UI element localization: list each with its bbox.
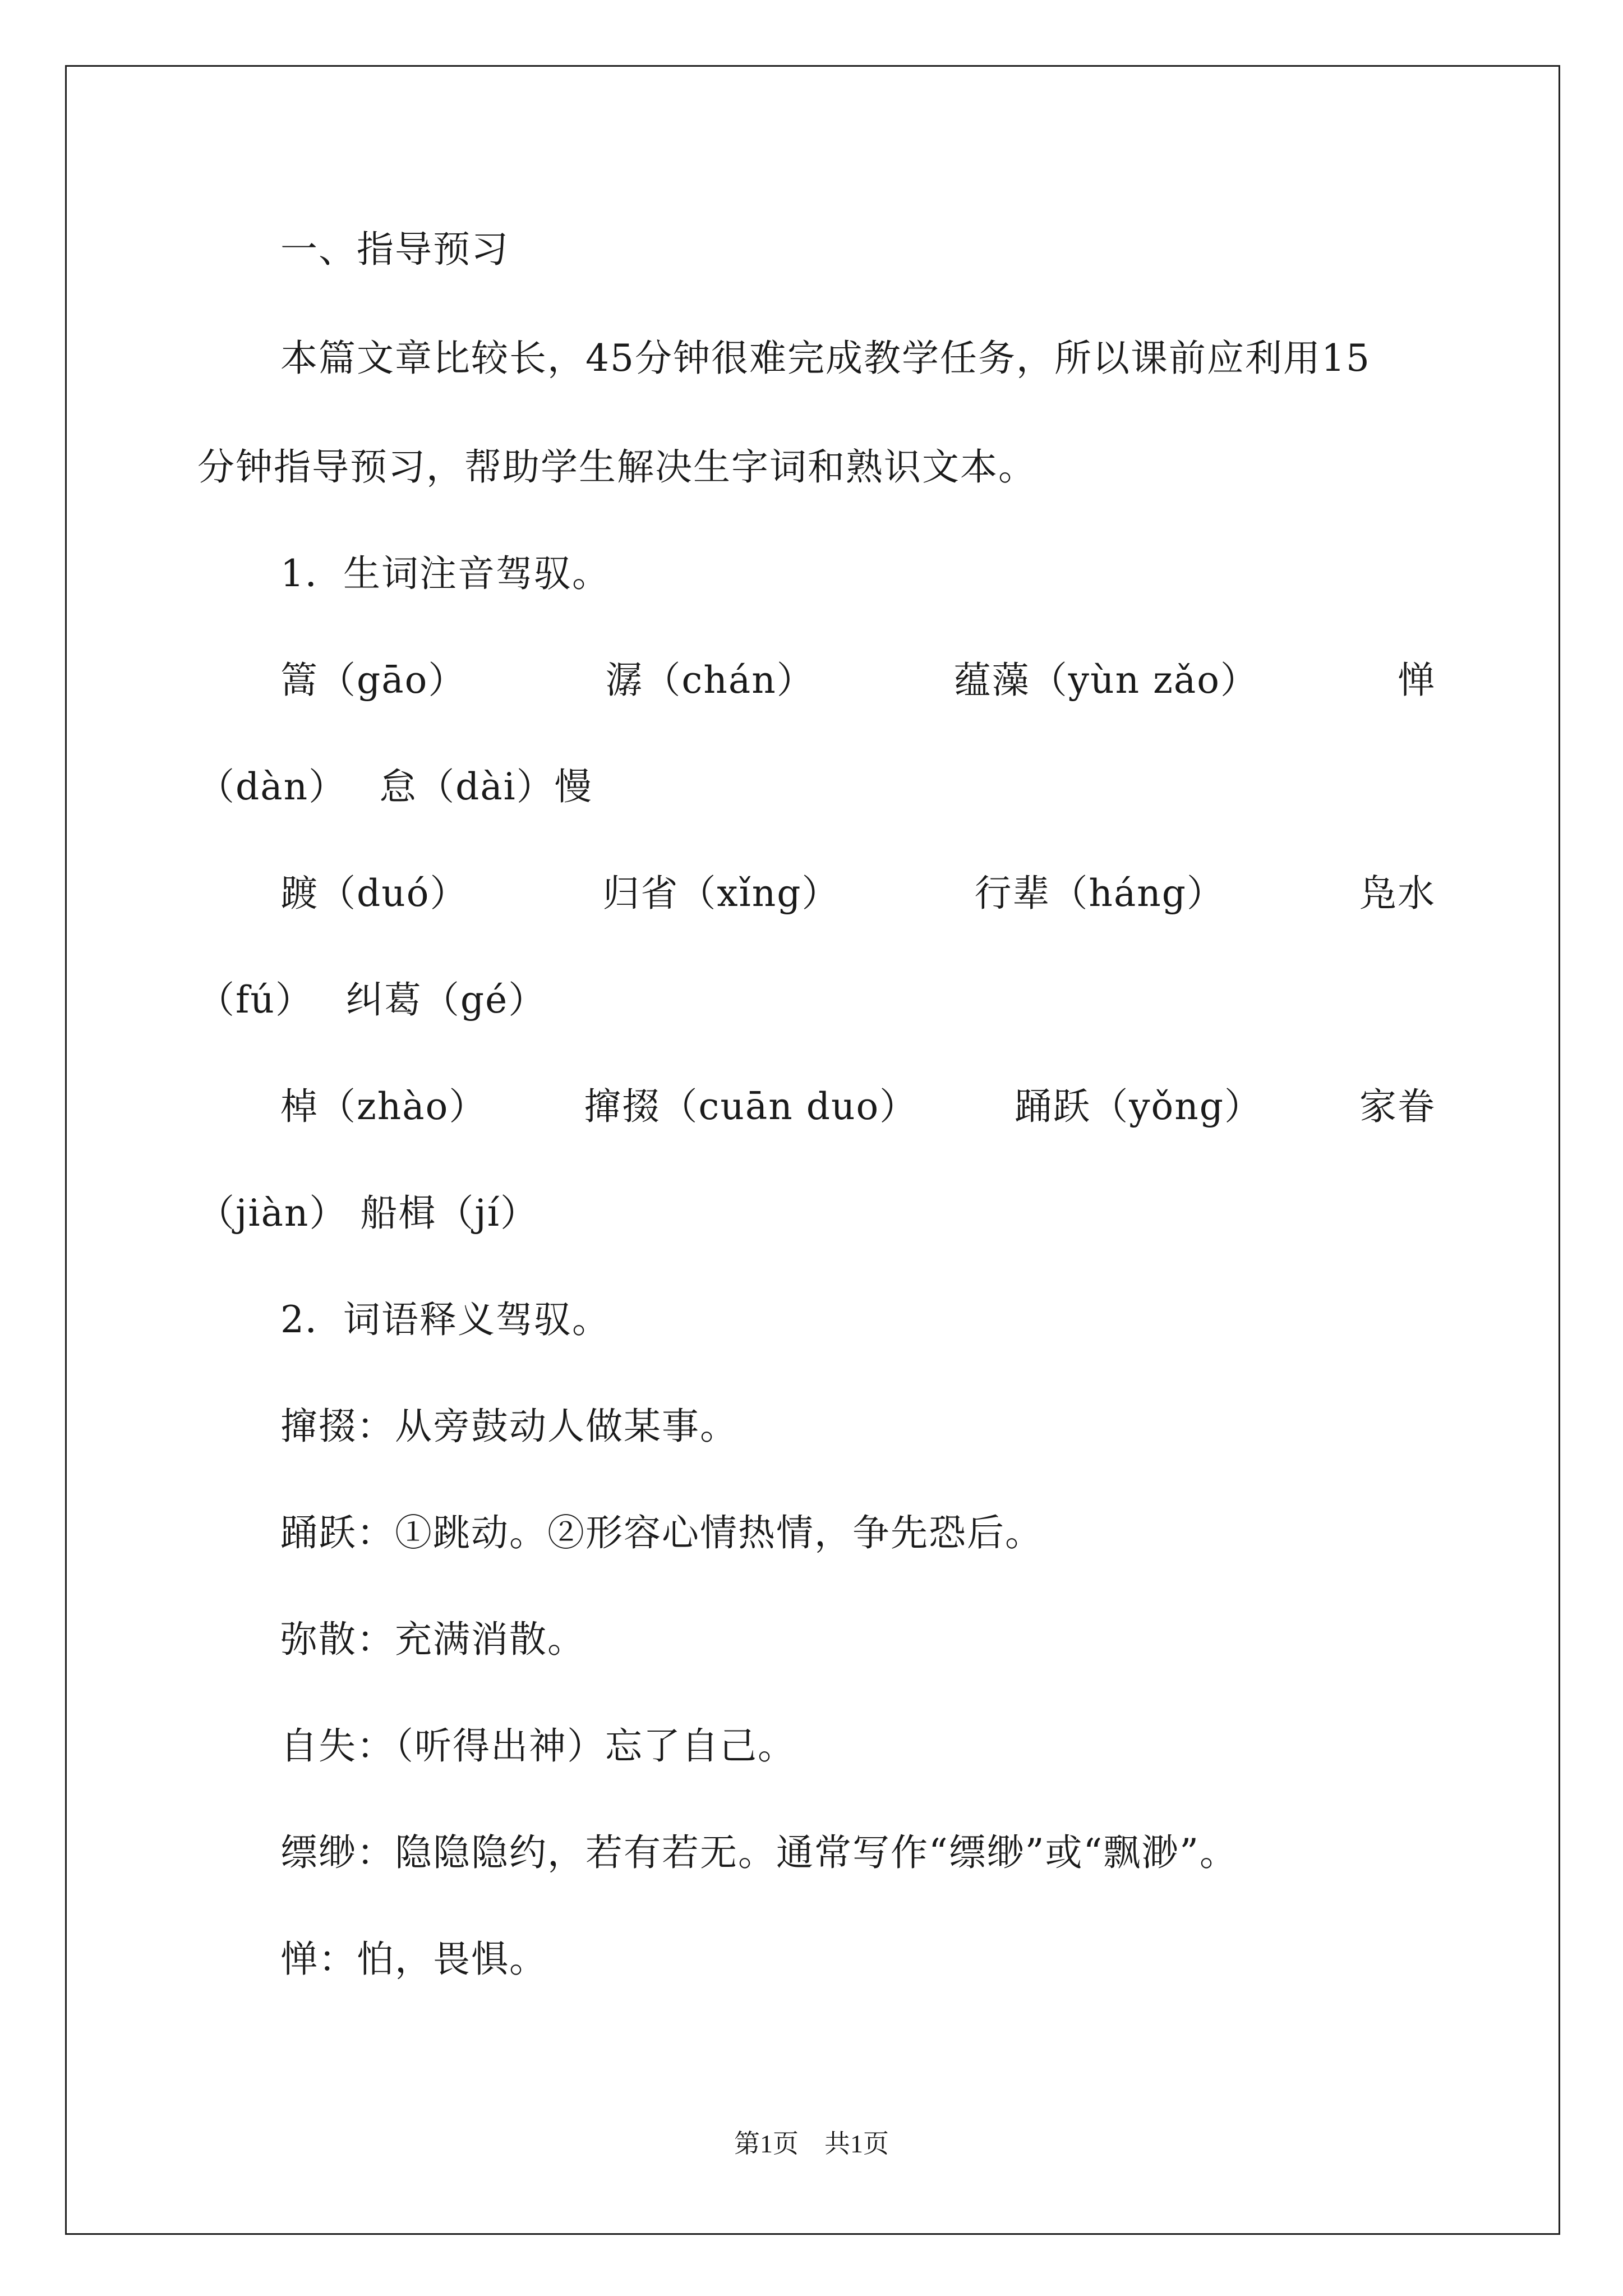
definition-line: 弥散：充满消散。	[280, 1618, 585, 1661]
pinyin-entry: 蕴藻（yùn zǎo）	[953, 659, 1258, 702]
pinyin-entry: 家眷	[1359, 1085, 1436, 1128]
page-border	[65, 65, 1560, 2235]
definition-line: 缥缈：隐隐隐约，若有若无。通常写作“缥缈”或“飘渺”。	[280, 1831, 1238, 1874]
definition-line: 踊跃：①跳动。②形容心情热情，争先恐后。	[280, 1511, 1043, 1554]
subheading-definitions: 2．词语释义驾驭。	[280, 1298, 610, 1341]
pinyin-entry: 篙（gāo）	[280, 659, 467, 702]
pinyin-row-continuation: （dàn） 怠（dài）慢	[197, 765, 593, 808]
pinyin-entry: 踊跃（yǒng）	[1015, 1085, 1262, 1128]
pinyin-entry: 凫水	[1359, 872, 1436, 915]
pinyin-entry: 撺掇（cuān duo）	[584, 1085, 918, 1128]
pinyin-row	[280, 1085, 1436, 1128]
page-footer: 第1页 共1页	[734, 2129, 889, 2158]
pinyin-entry: 棹（zhào）	[280, 1085, 487, 1128]
pinyin-row-continuation: （jiàn） 船楫（jí）	[197, 1191, 538, 1235]
paragraph-line: 分钟指导预习，帮助学生解决生字词和熟识文本。	[197, 445, 1036, 489]
pinyin-entry: 潺（chán）	[605, 659, 815, 702]
pinyin-row	[280, 659, 1436, 702]
pinyin-row	[280, 872, 1436, 915]
definition-line: 自失：（听得出神）忘了自己。	[280, 1724, 796, 1768]
subheading-pronunciation: 1．生词注音驾驭。	[280, 552, 610, 595]
pinyin-entry: 踱（duó）	[280, 872, 468, 915]
definition-line: 撺掇：从旁鼓动人做某事。	[280, 1405, 738, 1448]
pinyin-entry: 行辈（háng）	[974, 872, 1225, 915]
pinyin-entry: 惮	[1398, 659, 1436, 702]
paragraph-line: 本篇文章比较长，45分钟很难完成教学任务，所以课前应利用15	[280, 337, 1371, 380]
section-heading: 一、指导预习	[280, 228, 509, 271]
pinyin-entry: 归省（xǐng）	[602, 872, 840, 915]
definition-line: 惮：怕，畏惧。	[280, 1938, 547, 1981]
pinyin-row-continuation: （fú） 纠葛（gé）	[197, 978, 547, 1022]
